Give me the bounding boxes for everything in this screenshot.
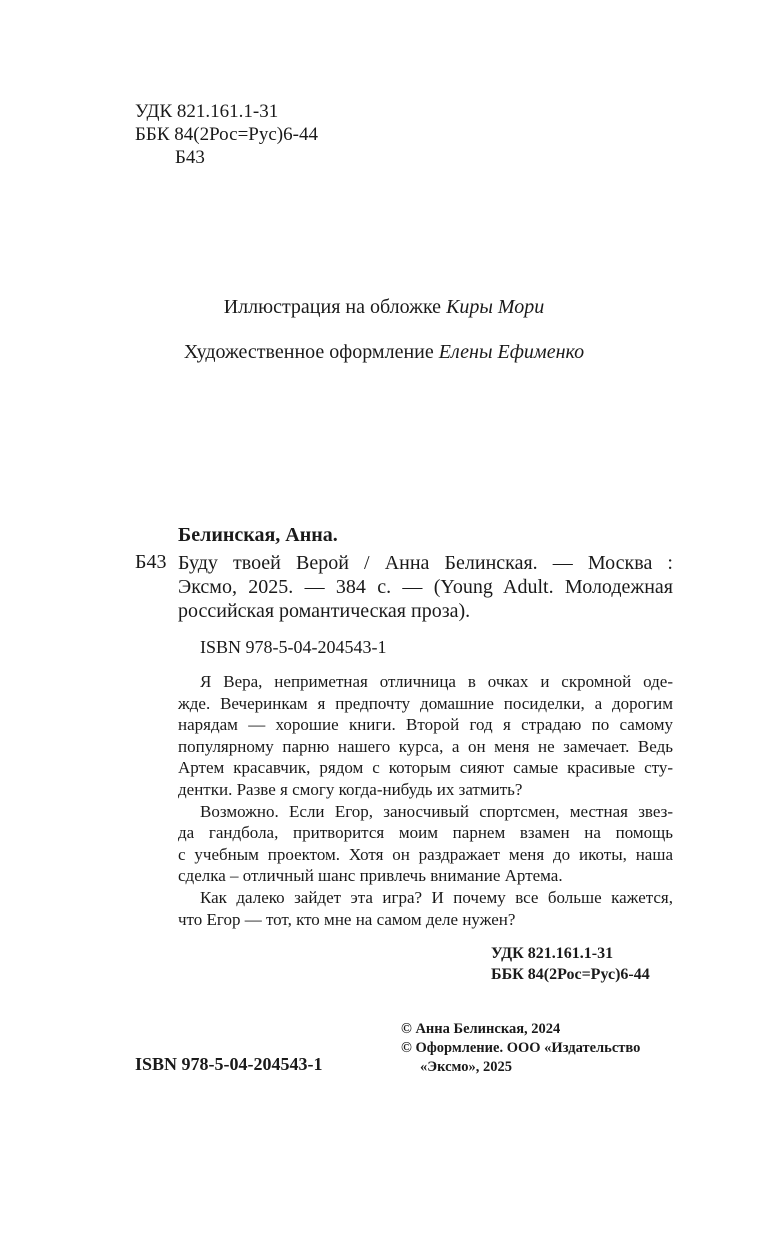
- annotation-line: дентки. Разве я смогу когда-нибудь их затмить?: [178, 779, 523, 799]
- bibliographic-description: [178, 551, 673, 623]
- record-author: Белинская, Анна.: [178, 524, 338, 546]
- annotation: [178, 671, 673, 930]
- illustrator-name: Киры Мори: [446, 296, 545, 318]
- footer-bbk: ББК 84(2Рос=Рус)6-44: [491, 966, 650, 983]
- annotation-line: сделка – отличный шанс привлечь внимание Артема.: [178, 866, 563, 886]
- copyright-author: © Анна Белинская, 2024: [401, 1021, 561, 1037]
- illustration-credit: [0, 296, 768, 319]
- illustration-prefix: Иллюстрация на обложке: [223, 296, 442, 318]
- footer-udk: УДК 821.161.1-31: [491, 945, 614, 962]
- annotation-line: Возможно. Если Егор, заносчивый спортсмен, местная звез-: [200, 801, 673, 821]
- bbk-code: ББК 84(2Рос=Рус)6-44: [135, 124, 318, 145]
- designer-name: Елены Ефименко: [438, 341, 585, 363]
- record-isbn: ISBN 978-5-04-204543-1: [200, 637, 387, 657]
- design-credit: [0, 341, 768, 364]
- footer-isbn: ISBN 978-5-04-204543-1: [135, 1054, 323, 1074]
- annotation-line: Как далеко зайдет эта игра? И почему все больше кажется,: [200, 887, 673, 907]
- bib-line: Буду твоей Верой / Анна Белинская. — Москва :: [178, 552, 673, 574]
- copyright-publisher: «Эксмо», 2025: [420, 1059, 512, 1075]
- classification-codes: [135, 100, 318, 169]
- annotation-line: да гандбола, притворится моим парнем взамен на помощь: [178, 823, 673, 843]
- copyright-design: © Оформление. ООО «Издательство: [401, 1040, 641, 1056]
- udk-code: УДК 821.161.1-31: [135, 101, 279, 122]
- copyright-block: [401, 1020, 640, 1077]
- annotation-line: жде. Вечеринкам я предпочту домашние посиделки, а дорогим: [178, 693, 673, 713]
- footer-codes: [491, 943, 650, 985]
- bib-line: Эксмо, 2025. — 384 с. — (Young Adult. Молодежная: [178, 576, 673, 598]
- annotation-line: популярному парню нашего курса, а он меня не замечает. Ведь: [178, 736, 673, 756]
- annotation-line: нарядам — хорошие книги. Второй год я страдаю по самому: [178, 715, 673, 735]
- record-cutter: Б43: [135, 551, 167, 573]
- cutter-code: Б43: [175, 147, 205, 168]
- bib-line: российская романтическая проза).: [178, 600, 471, 622]
- annotation-line: Я Вера, неприметная отличница в очках и скромной оде-: [200, 672, 673, 691]
- annotation-line: Артем красавчик, рядом с которым сияют самые красивые сту-: [178, 758, 673, 778]
- design-prefix: Художественное оформление: [183, 341, 434, 363]
- annotation-line: что Егор — тот, кто мне на самом деле нужен?: [178, 909, 516, 929]
- annotation-line: с учебным проектом. Хотя он раздражает меня до икоты, наша: [178, 844, 673, 864]
